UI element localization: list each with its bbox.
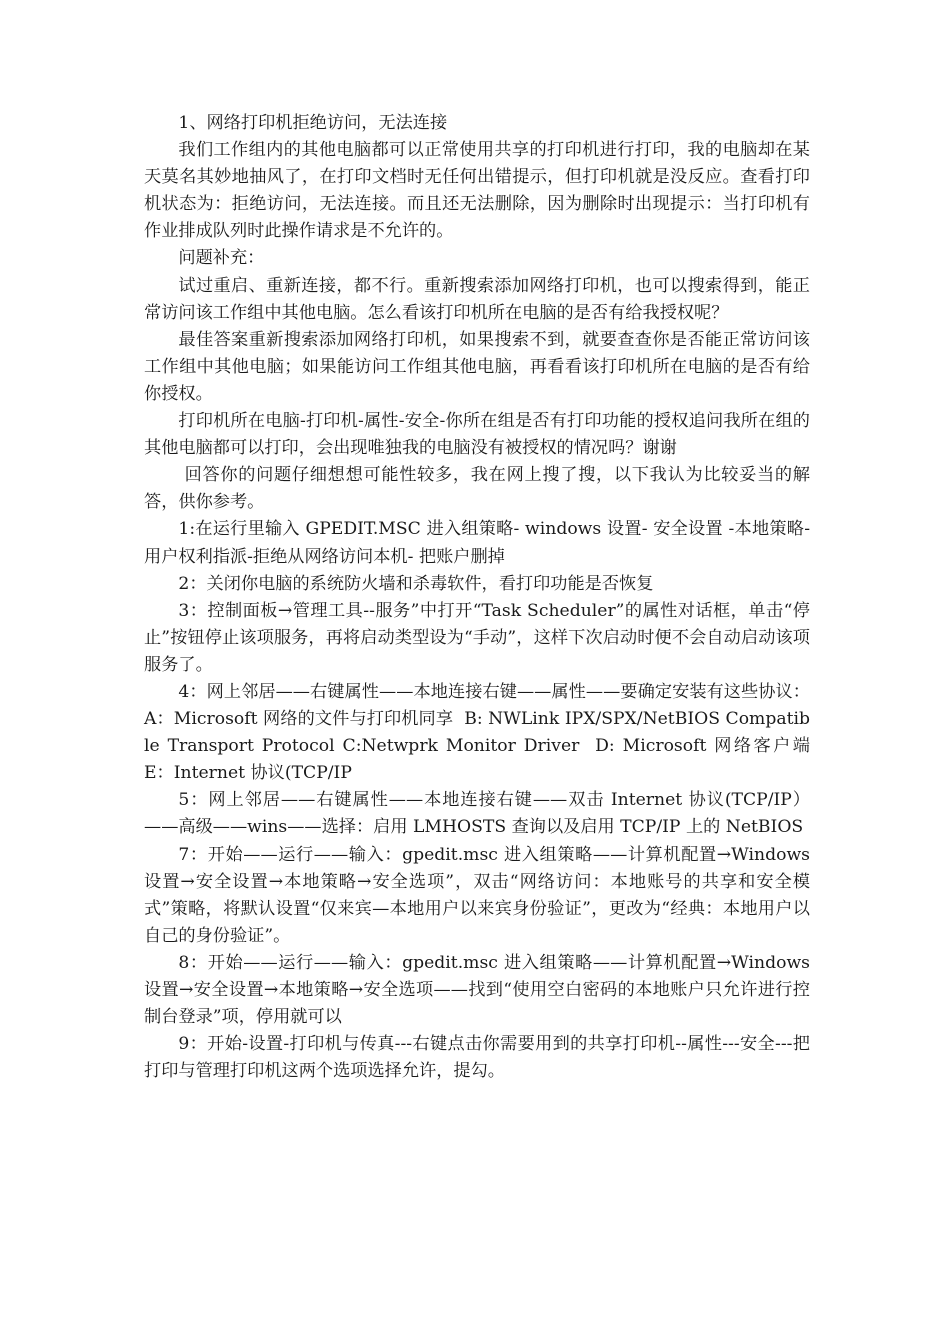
step-3-paragraph: 3：控制面板→管理工具--服务”中打开“Task Scheduler”的属性对话框，单击“停止”按钮停止该项服务，再将启动类型设为“手动”，这样下次启动时便不会自动启动该项服务了。 (144, 600, 810, 675)
step-9-paragraph: 9：开始-设置-打印机与传真---右键点击你需要用到的共享打印机--属性---安全---把打印与管理打印机这两个选项选择允许，提勾。 (144, 1034, 810, 1082)
follow-up-paragraph: 打印机所在电脑-打印机-属性-安全-你所在组是否有打印功能的授权追问我所在组的其他电脑都可以打印，会出现唯独我的电脑没有被授权的情况吗？谢谢 (144, 411, 810, 459)
supplement-label: 问题补充： (178, 248, 265, 269)
step-4-paragraph: 4：网上邻居——右键属性——本地连接右键——属性——要确定安装有这些协议： A：Microsoft 网络的文件与打印机同享 B: NWLink IPX/SPX/NetBIOS Compatible Transport Protocol C:Netwprk Monitor Driver D: Microsoft 网络客户端 E：Internet 协议(TCP/IP (144, 681, 821, 784)
step-1-paragraph: 1:在运行里输入 GPEDIT.MSC 进入组策略- windows 设置- 安全设置 -本地策略-用户权利指派-拒绝从网络访问本机- 把账户删掉 (144, 519, 810, 567)
supplement-paragraph: 试过重启、重新连接，都不行。重新搜索添加网络打印机，也可以搜索得到，能正常访问该工作组中其他电脑。怎么看该打印机所在电脑的是否有给我授权呢？ (144, 275, 810, 323)
best-answer-paragraph: 最佳答案重新搜索添加网络打印机，如果搜索不到，就要查查你是否能正常访问该工作组中其他电脑；如果能访问工作组其他电脑，再看看该打印机所在电脑的是否有给你授权。 (144, 329, 810, 404)
step-2-paragraph: 2：关闭你电脑的系统防火墙和杀毒软件，看打印功能是否恢复 (178, 573, 654, 594)
step-8-paragraph: 8：开始——运行——输入：gpedit.msc 进入组策略——计算机配置→Windows 设置→安全设置→本地策略→安全选项——找到“使用空白密码的本地账户只允许进行控制台登录”项，停用就可以 (144, 952, 816, 1028)
step-7-paragraph: 7：开始——运行——输入：gpedit.msc 进入组策略——计算机配置→Windows 设置→安全设置→本地策略→安全选项”，双击“网络访问：本地账号的共享和安全模式”策略，将默认设置“仅来宾—本地用户以来宾身份验证”，更改为“经典：本地用户以自己的身份验证”。 (144, 844, 816, 946)
question-paragraph: 我们工作组内的其他电脑都可以正常使用共享的打印机进行打印，我的电脑却在某天莫名其妙地抽风了，在打印文档时无任何出错提示，但打印机就是没反应。查看打印机状态为：拒绝访问，无法连接。而且还无法删除，因为删除时出现提示：当打印机有作业排成队列时此操作请求是不允许的。 (144, 140, 810, 242)
answer-intro-paragraph: 回答你的问题仔细想想可能性较多，我在网上搜了搜，以下我认为比较妥当的解答，供你参考。 (144, 465, 810, 513)
step-5-paragraph: 5：网上邻居——右键属性——本地连接右键——双击 Internet 协议(TCP/IP）——高级——wins——选择：启用 LMHOSTS 查询以及启用 TCP/IP 上的 NetBIOS (144, 790, 810, 838)
document-body (144, 110, 821, 1085)
heading-paragraph: 1、网络打印机拒绝访问，无法连接 (178, 113, 448, 133)
